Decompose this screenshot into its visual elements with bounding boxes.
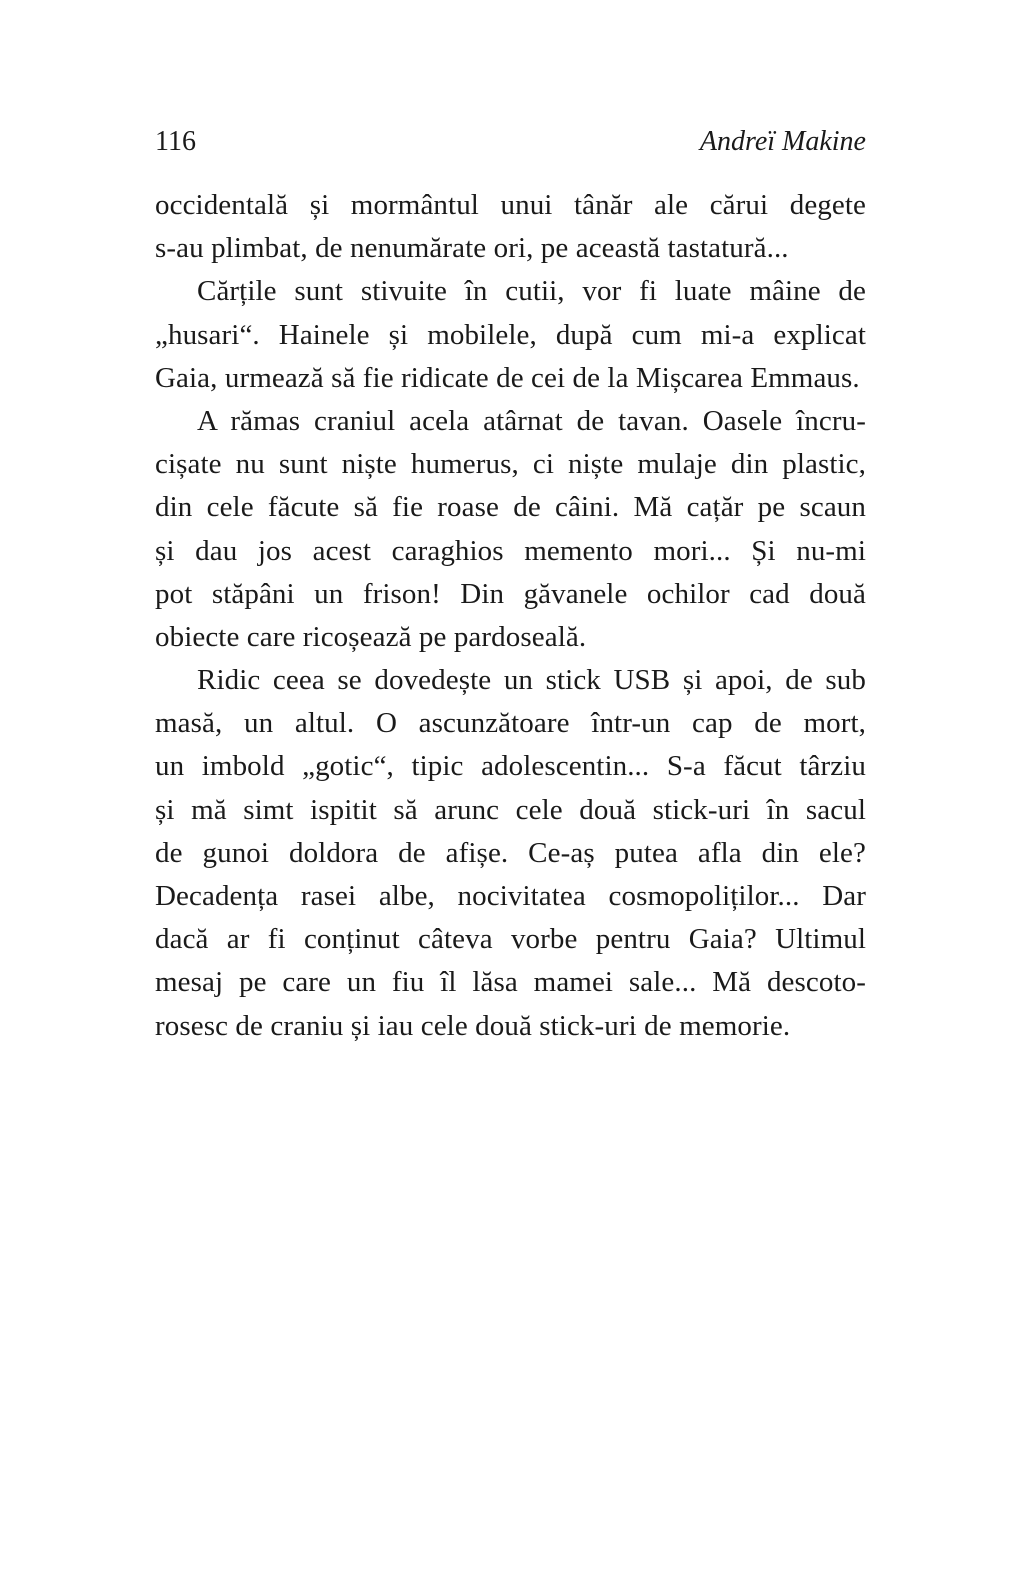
text-line: Gaia, urmează să fie ridicate de cei de la Mișcarea Emmaus.	[155, 361, 860, 394]
text-line: pot stăpâni un frison! Din găvanele ochilor cad două	[155, 577, 866, 610]
text-line: masă, un altul. O ascunzătoare într-un cap de mort,	[155, 707, 866, 740]
text-line: de gunoi doldora de afișe. Ce-aș putea afla din ele?	[155, 836, 866, 869]
body-text	[155, 184, 866, 1048]
text-line: Ridic ceea se dovedește un stick USB și apoi, de sub	[197, 664, 866, 697]
text-line: și mă simt ispitit să arunc cele două stick-uri în sacul	[155, 793, 866, 826]
page-number: 116	[155, 126, 196, 157]
text-line: cișate nu sunt niște humerus, ci niște mulaje din plastic,	[155, 448, 866, 481]
text-line: Decadența rasei albe, nocivitatea cosmopoliților... Dar	[155, 880, 866, 912]
text-line: din cele făcute să fie roase de câini. Mă cațăr pe scaun	[155, 491, 866, 524]
paragraph	[155, 659, 866, 1048]
paragraph	[155, 270, 866, 400]
text-line: occidentală și mormântul unui tânăr ale cărui degete	[155, 189, 866, 221]
text-line: s-au plimbat, de nenumărate ori, pe această tastatură...	[155, 232, 789, 265]
paragraph	[155, 400, 866, 659]
text-line: obiecte care ricoșează pe pardoseală.	[155, 620, 587, 653]
text-line: mesaj pe care un fiu îl lăsa mamei sale... Mă descoto-	[155, 966, 866, 999]
running-head	[155, 126, 866, 158]
text-line: „husari“. Hainele și mobilele, după cum mi-a explicat	[155, 318, 866, 351]
text-line: dacă ar fi conținut câteva vorbe pentru Gaia? Ultimul	[155, 923, 866, 956]
paragraph	[155, 184, 866, 270]
text-line: și dau jos acest caraghios memento mori... Și nu-mi	[155, 534, 866, 567]
page-content	[155, 126, 866, 1048]
text-line: Cărțile sunt stivuite în cutii, vor fi luate mâine de	[197, 275, 866, 308]
text-line: rosesc de craniu și iau cele două stick-uri de memorie.	[155, 1009, 791, 1042]
text-line: un imbold „gotic“, tipic adolescentin... S-a făcut târziu	[155, 750, 866, 783]
text-line: A rămas craniul acela atârnat de tavan. Oasele încru-	[197, 404, 866, 437]
running-head-author: Andreï Makine	[699, 126, 866, 157]
